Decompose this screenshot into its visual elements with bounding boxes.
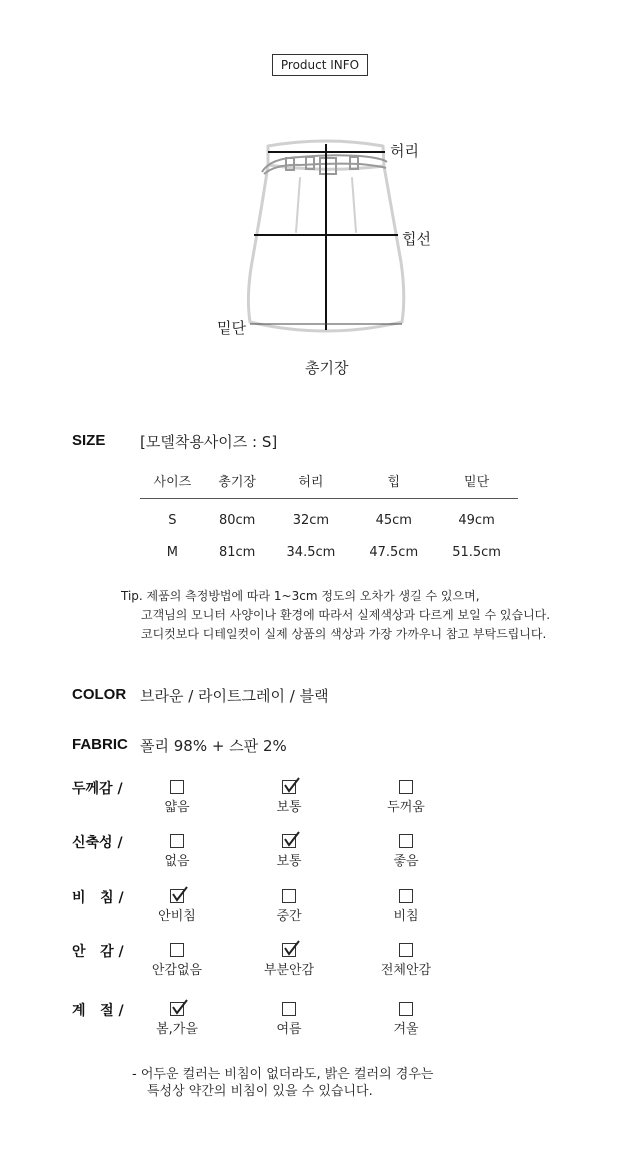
length-label: 총기장 xyxy=(305,359,349,377)
attribute-label-sheerness: 비 침 / xyxy=(72,890,124,906)
header-waist: 허리 xyxy=(270,462,353,499)
table-cell: 32cm xyxy=(292,512,330,528)
header-hip: 힙 xyxy=(352,462,435,499)
option-label: 안감없음 xyxy=(151,963,203,978)
option-lining-2 xyxy=(244,943,334,978)
option-stretch-1 xyxy=(132,834,222,869)
option-thickness-1 xyxy=(132,780,222,815)
checkbox-icon xyxy=(399,834,413,848)
option-stretch-2 xyxy=(244,834,334,869)
option-sheerness-2 xyxy=(244,889,334,924)
option-stretch-3 xyxy=(361,834,451,869)
header-hem: 밑단 xyxy=(435,462,518,499)
header-size: 사이즈 xyxy=(140,462,205,499)
option-label: 보통 xyxy=(276,800,302,815)
size-table xyxy=(140,462,518,568)
option-label: 보통 xyxy=(276,854,302,869)
option-label: 좋음 xyxy=(393,854,419,869)
table-cell: 45cm xyxy=(375,512,412,528)
color-label: COLOR xyxy=(72,686,127,703)
option-label: 여름 xyxy=(276,1022,302,1037)
attribute-label-stretch: 신축성 / xyxy=(72,835,123,851)
attribute-label-thickness: 두께감 / xyxy=(72,781,123,797)
skirt-diagram xyxy=(0,0,640,400)
checked-checkbox-icon xyxy=(282,834,296,848)
option-season-1 xyxy=(132,1002,222,1037)
checked-checkbox-icon xyxy=(170,1002,184,1016)
option-label: 두꺼움 xyxy=(387,800,425,815)
option-label: 안비침 xyxy=(158,909,196,924)
measure-lines xyxy=(254,144,398,330)
note-line-1: - 어두운 컬러는 비침이 없더라도, 밝은 컬러의 경우는 xyxy=(132,1067,434,1082)
checked-checkbox-icon xyxy=(282,943,296,957)
option-thickness-3 xyxy=(361,780,451,815)
option-thickness-2 xyxy=(244,780,334,815)
header-length: 총기장 xyxy=(205,462,270,499)
option-label: 없음 xyxy=(164,854,190,869)
checkbox-icon xyxy=(282,1002,296,1016)
option-season-3 xyxy=(361,1002,451,1037)
tip-line-1: Tip. 제품의 측정방법에 따라 1~3cm 정도의 오차가 생길 수 있으며, xyxy=(121,589,480,603)
tip-line-2: 고객님의 모니터 사양이나 환경에 따라서 실제색상과 다르게 보일 수 있습니다. xyxy=(141,608,551,622)
option-lining-1 xyxy=(132,943,222,978)
table-cell: 51.5cm xyxy=(452,544,501,560)
table-cell: M xyxy=(166,544,178,560)
option-label: 겨울 xyxy=(393,1022,419,1037)
checkbox-icon xyxy=(399,889,413,903)
option-label: 봄,가을 xyxy=(156,1022,198,1037)
color-value: 브라운 / 라이트그레이 / 블랙 xyxy=(140,687,329,705)
checkbox-icon xyxy=(170,780,184,794)
checkbox-icon xyxy=(399,1002,413,1016)
hem-label: 밑단 xyxy=(217,319,246,337)
belt xyxy=(262,155,387,174)
table-cell: 47.5cm xyxy=(369,544,419,560)
checked-checkbox-icon xyxy=(170,889,184,903)
table-cell: 80cm xyxy=(218,512,256,528)
option-label: 전체안감 xyxy=(380,963,432,978)
checked-checkbox-icon xyxy=(282,780,296,794)
table-row xyxy=(140,536,518,568)
checkbox-icon xyxy=(399,780,413,794)
hip-label: 힙선 xyxy=(402,230,431,248)
table-cell: 34.5cm xyxy=(286,544,336,560)
option-label: 부분안감 xyxy=(263,963,315,978)
model-size-note: [모델착용사이즈 : S] xyxy=(140,433,278,451)
table-cell: 49cm xyxy=(458,512,495,528)
waist-label: 허리 xyxy=(390,142,419,160)
checkbox-icon xyxy=(399,943,413,957)
table-row xyxy=(140,499,518,537)
option-lining-3 xyxy=(361,943,451,978)
size-table-header xyxy=(140,462,518,499)
tip-line-3: 코디컷보다 디테일컷이 실제 상품의 색상과 가장 가까우니 참고 부탁드립니다. xyxy=(141,627,547,641)
attribute-label-lining: 안 감 / xyxy=(72,944,124,960)
attribute-label-season: 계 절 / xyxy=(72,1003,124,1019)
option-sheerness-1 xyxy=(132,889,222,924)
option-label: 중간 xyxy=(276,909,302,924)
checkbox-icon xyxy=(170,834,184,848)
option-label: 얇음 xyxy=(164,800,190,815)
fabric-value: 폴리 98% + 스판 2% xyxy=(140,737,287,755)
size-label: SIZE xyxy=(72,432,106,449)
note-line-2: 특성상 약간의 비침이 있을 수 있습니다. xyxy=(147,1084,373,1099)
checkbox-icon xyxy=(170,943,184,957)
table-cell: S xyxy=(168,512,177,528)
fabric-label: FABRIC xyxy=(72,736,128,753)
checkbox-icon xyxy=(282,889,296,903)
product-info-title: Product INFO xyxy=(272,54,368,76)
option-sheerness-3 xyxy=(361,889,451,924)
table-cell: 81cm xyxy=(218,544,256,560)
option-season-2 xyxy=(244,1002,334,1037)
option-label: 비침 xyxy=(393,909,419,924)
